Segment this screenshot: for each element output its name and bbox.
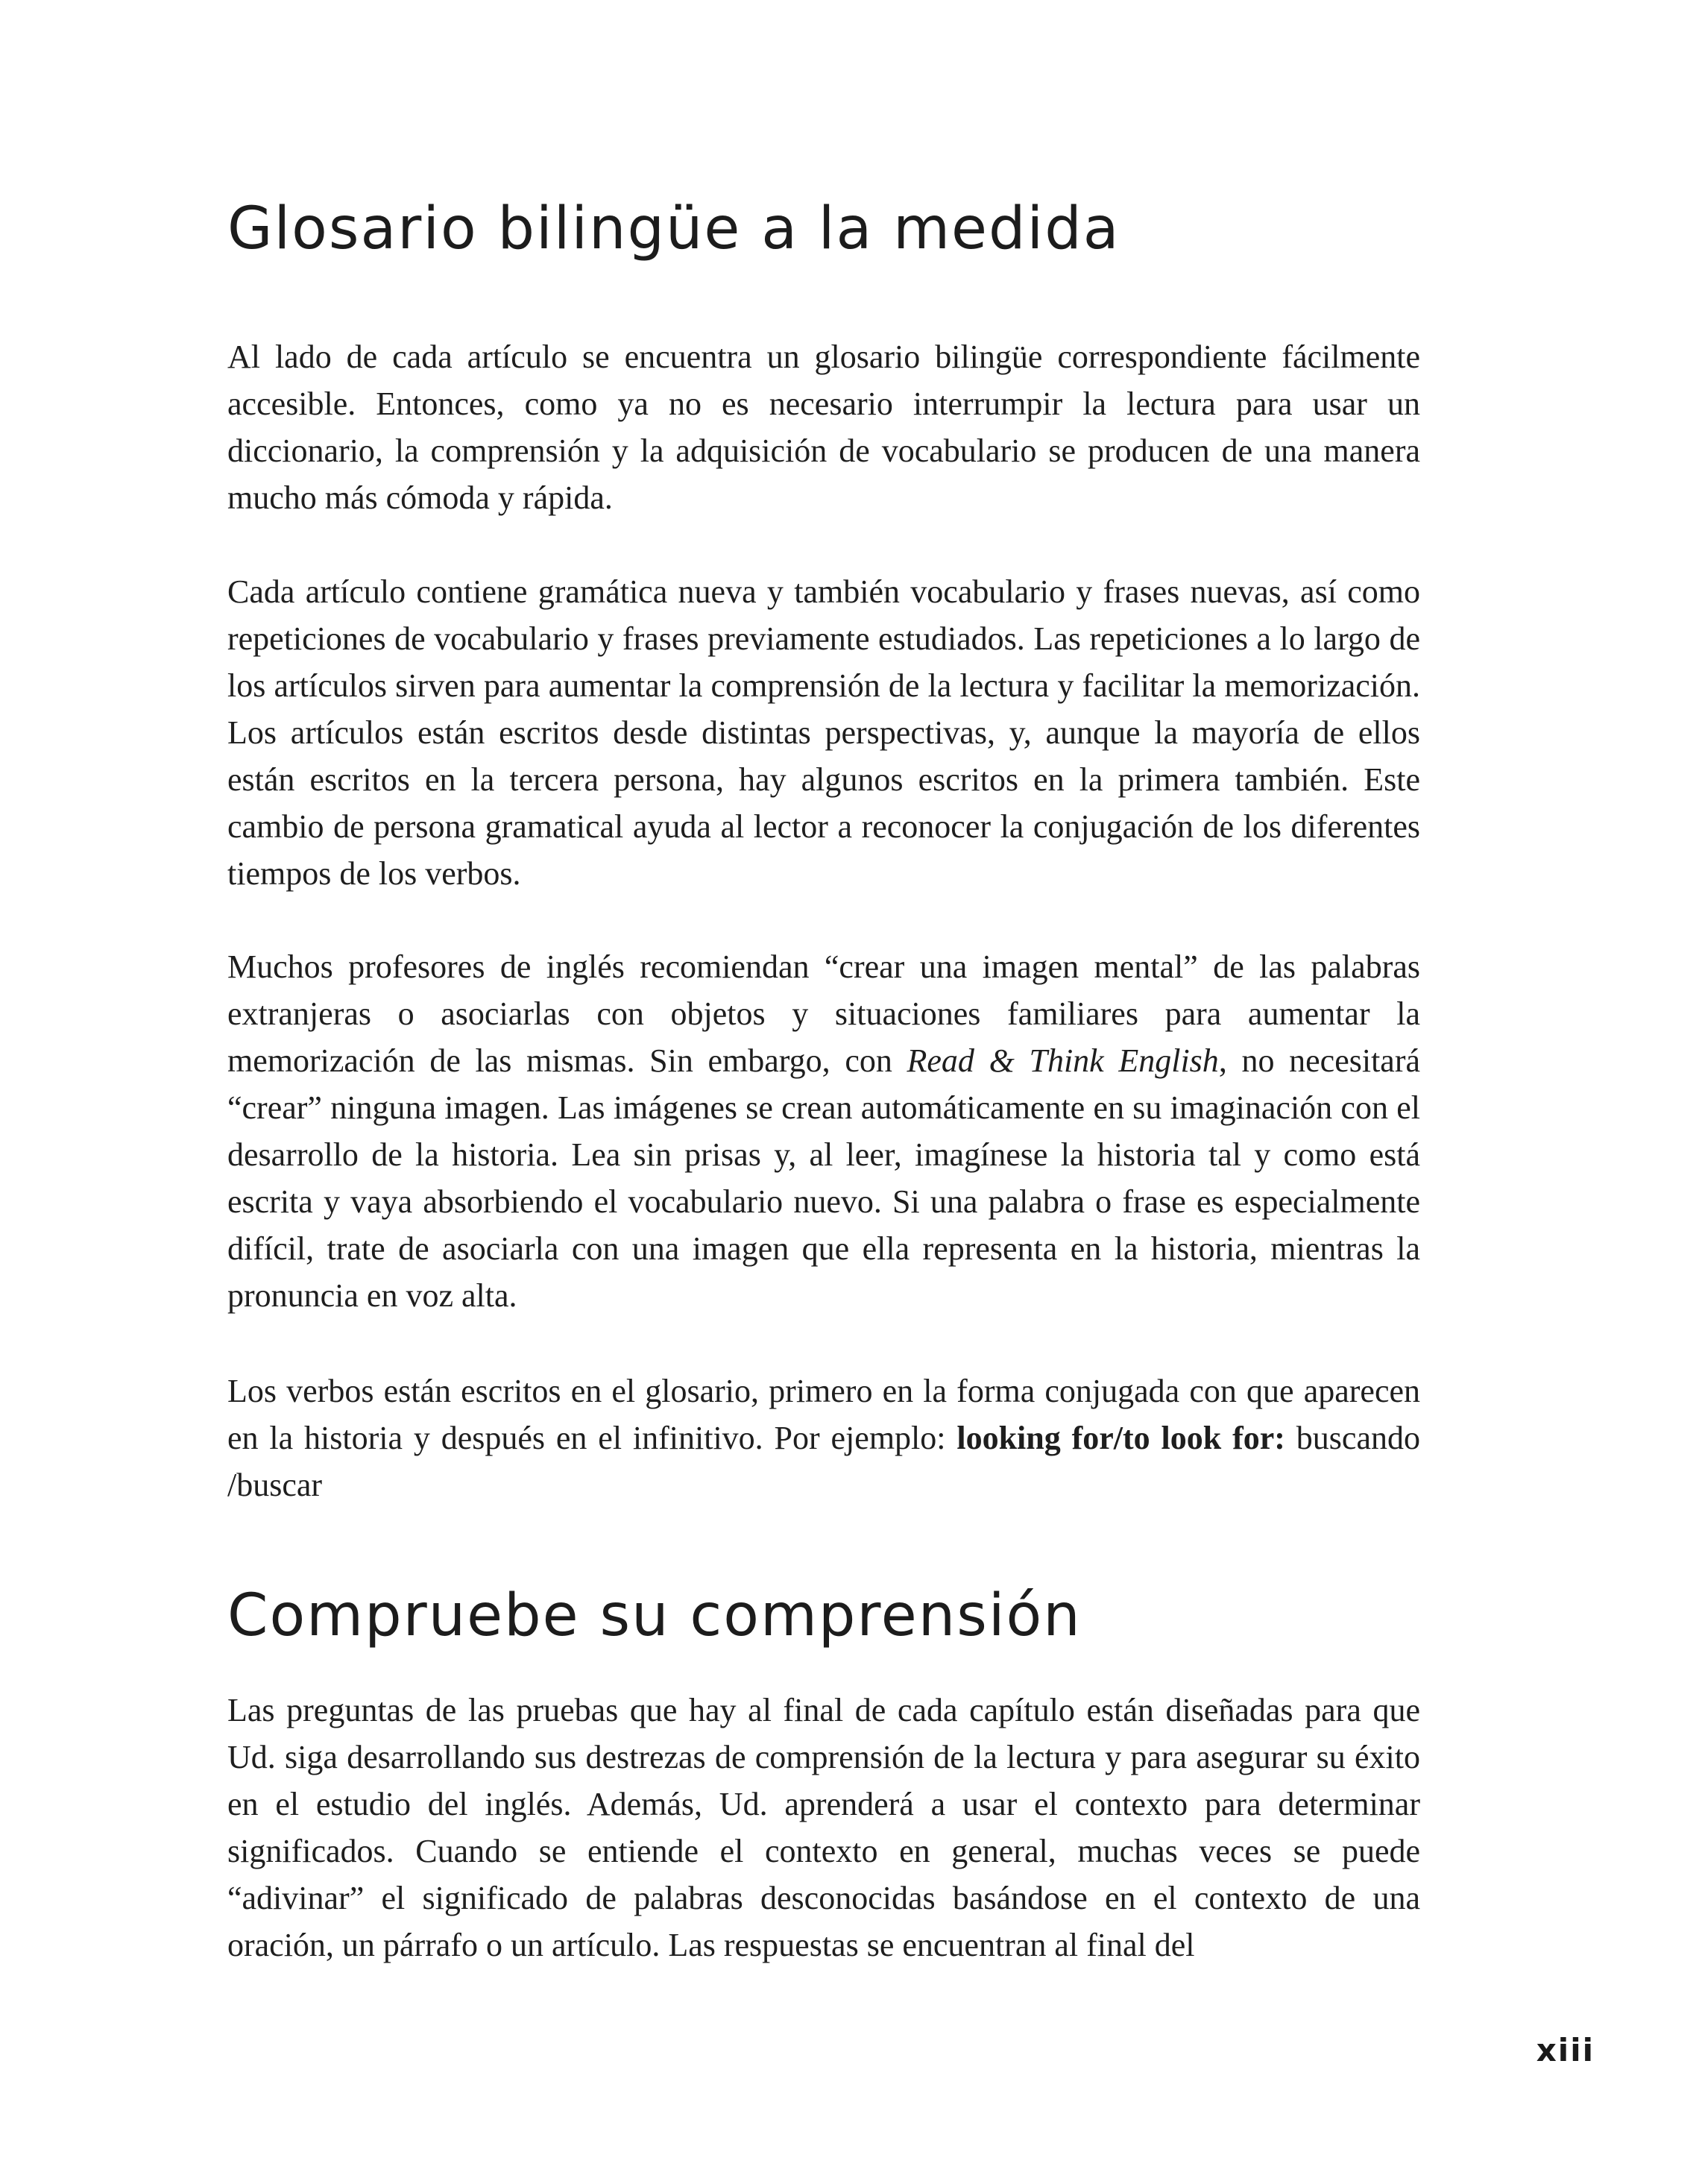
- paragraph-articulo-contenido-wrap: [227, 568, 1420, 897]
- verbos-text-before: Los verbos están escritos en el glosario, primero en la forma conjugada con que aparecen en la historia y después en el infinitivo. Por ejemplo:: [227, 1373, 1420, 1456]
- heading-glosario: Glosario bilingüe a la medida: [227, 195, 1120, 262]
- imagen-mental-text-after: , no necesitará “crear” ninguna imagen. Las imágenes se crean automáticamente en su imaginación con el desarrollo de la historia. Lea sin prisas y, al leer, imagínese la historia tal y como está escrita y vaya absorbiendo el vocabulario nuevo. Si una palabra o frase es especialmente difícil, trate de asociarla con una imagen que ella representa en la historia, mientras la pronuncia en voz alta.: [227, 1042, 1421, 1314]
- paragraph-verbos: [227, 1368, 1420, 1508]
- imagen-mental-text-before: Muchos profesores de inglés recomiendan “crear una imagen mental” de las palabras extranjeras o asociarlas con objetos y situaciones familiares para aumentar la memorización de las mismas. Sin embargo, con: [227, 948, 1420, 1079]
- section-comprension: [227, 1582, 1420, 1649]
- paragraph-verbos-wrap: [227, 1368, 1420, 1508]
- heading-comprension: Compruebe su comprensión: [227, 1582, 1082, 1649]
- paragraph-articulo-contenido: Cada artículo contiene gramática nueva y también vocabulario y frases nuevas, así como repeticiones de vocabulario y frases previamente estudiados. Las repeticiones a lo largo de los artículos sirven para aumentar la comprensión de la lectura y facilitar la memorización. Los artículos están escritos desde distintas perspectivas, y, aunque la mayoría de ellos están escritos en la tercera persona, hay algunos escritos en la primera también. Este cambio de persona gramatical ayuda al lector a reconocer la conjugación de los diferentes tiempos de los verbos.: [227, 573, 1420, 892]
- paragraph-imagen-mental-wrap: [227, 943, 1420, 1319]
- verbos-text-after: buscando /buscar: [227, 1420, 1420, 1503]
- paragraph-glosario-intro-wrap: [227, 333, 1420, 521]
- paragraph-imagen-mental: [227, 943, 1420, 1319]
- paragraph-glosario-intro: Al lado de cada artículo se encuentra un glosario bilingüe correspondiente fácilmente accesible. Entonces, como ya no es necesario interrumpir la lectura para usar un diccionario, la comprensión y la adquisición de vocabulario se producen de una manera mucho más cómoda y rápida.: [227, 339, 1420, 516]
- book-title: Read & Think English: [907, 1042, 1219, 1079]
- paragraph-comprension-wrap: [227, 1687, 1420, 1969]
- verbos-example-bold: looking for/to look for:: [956, 1420, 1285, 1456]
- section-glosario: [227, 195, 1420, 262]
- page-number: xiii: [1536, 2032, 1595, 2068]
- paragraph-comprension: Las preguntas de las pruebas que hay al final de cada capítulo están diseñadas para que Ud. siga desarrollando sus destrezas de comprensión de la lectura y para asegurar su éxito en el estudio del inglés. Además, Ud. aprenderá a usar el contexto para determinar significados. Cuando se entiende el contexto en general, muchas veces se puede “adivinar” el significado de palabras desconocidas basándose en el contexto de una oración, un párrafo o un artículo. Las respuestas se encuentran al final del: [227, 1692, 1420, 1963]
